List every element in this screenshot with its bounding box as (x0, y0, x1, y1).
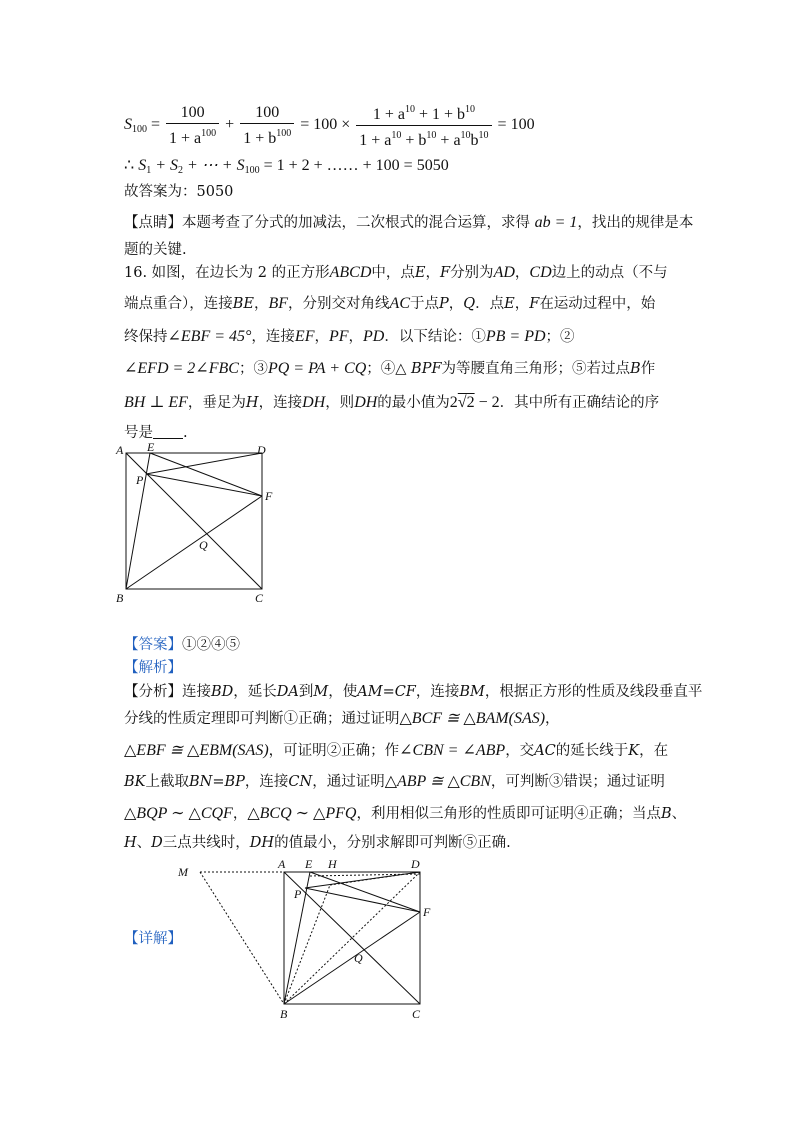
analysis-line-3: △EBF ≅ △EBM(SAS)，可证明②正确；作∠CBN = ∠ABP，交AC的延长线于K，在 (124, 742, 669, 759)
problem-line-3: 终保持∠EBF = 45°，连接EF，PF，PD．以下结论：①PB = PD；② (124, 328, 575, 345)
segment-ef (150, 453, 262, 496)
detail-label: 【详解】 (124, 931, 182, 947)
analysis-line-1: 【分析】连接BD，延长DA到M，使AM=CF，连接BM，根据正方形的性质及线段垂直平 (124, 684, 703, 700)
label-e: E (147, 440, 155, 454)
fraction-1: $\frac{100}{1 + a^{100}}$ (166, 103, 219, 149)
label-f-2: F (423, 905, 431, 919)
label-b-2: B (280, 1007, 288, 1021)
comment-line-1: 【点睛】本题考查了分式的加减法，二次根式的混合运算，求得 ab = 1，找出的规律是本 (124, 214, 694, 231)
segment-mb-dashed (200, 872, 284, 1004)
analysis-line-2: 分线的性质定理即可判断①正确；通过证明△BCF ≅ △BAM(SAS)， (124, 710, 560, 727)
problem-line-5: BH ⊥ EF，垂足为H，连接DH，则DH的最小值为2√2 − 2．其中所有正确结论的序 (124, 394, 660, 411)
comment-line-2: 题的关键. (124, 242, 187, 258)
label-q: Q (199, 538, 208, 552)
problem-line-4: ∠EFD = 2∠FBC；③PQ = PA + CQ；④△ BPF为等腰直角三角形；⑤若过点B作 (124, 360, 656, 377)
label-m: M (178, 865, 188, 879)
label-p: P (136, 473, 144, 487)
label-c: C (255, 591, 264, 605)
problem-line-2: 端点重合），连接BE，BF，分别交对角线AC于点P，Q．点E，F在运动过程中，始 (124, 295, 656, 312)
label-a: A (116, 443, 124, 457)
segment-bf-2 (284, 912, 420, 1004)
geometry-figure-1 (110, 440, 280, 610)
s100-equation: $S_{100}$ = $\frac{100}{1 + a^{100}}$ + $\frac{100}{1 + b^{100}}$ = 100 × $\frac{1 + a^{10} + 1 + b^{10}}{1 + a^{10} + b^{10} + a^{10}b^{10}}$ = 100 (124, 100, 535, 151)
answer-line-16: 【答案】①②④⑤ (124, 637, 240, 653)
label-e-2: E (305, 857, 313, 871)
label-h: H (328, 857, 337, 871)
analysis-line-5: △BQP ∼ △CQF，△BCQ ∼ △PFQ，利用相似三角形的性质即可证明④正确；当点B、 (124, 805, 687, 822)
label-d: D (257, 443, 266, 457)
fraction-2: $\frac{100}{1 + b^{100}}$ (240, 103, 294, 149)
segment-pd (146, 453, 262, 474)
sum-equation: ∴ $S_1 + S_2$ + ⋯ + $S_{100} = 1 + 2$ + …… + 100 = 5050 (124, 157, 449, 176)
segment-bf (126, 496, 262, 589)
answer-line: 故答案为：5050 (124, 184, 234, 200)
segment-bh-dashed (284, 885, 330, 1004)
problem-line-1: 16. 如图，在边长为 2 的正方形ABCD中，点E，F分别为AD，CD边上的动点（不与 (124, 264, 668, 281)
label-d-2: D (411, 857, 420, 871)
analysis-line-4: BK上截取BN=BP，连接CN，通过证明△ABP ≅ △CBN，可判断③错误；通过证明 (124, 773, 665, 790)
min-value: 2√2 − 2 (449, 394, 500, 411)
problem-line-6: 号是 . (124, 425, 188, 441)
label-q-2: Q (354, 951, 363, 965)
label-p-2: P (294, 887, 302, 901)
analysis-line-6: H、D三点共线时，DH的值最小，分别求解即可判断⑤正确. (124, 835, 511, 851)
label-a-2: A (278, 857, 286, 871)
fraction-3: $\frac{1 + a^{10} + 1 + b^{10}}{1 + a^{10} + b^{10} + a^{10}b^{10}}$ (356, 100, 491, 151)
analysis-label: 【解析】 (124, 660, 182, 676)
segment-ed-dashed (310, 874, 420, 876)
geometry-figure-2 (170, 852, 440, 1027)
answer-blank (153, 424, 183, 439)
label-b: B (116, 591, 124, 605)
label-c-2: C (412, 1007, 421, 1021)
label-f: F (265, 489, 273, 503)
segment-pf (146, 474, 262, 496)
